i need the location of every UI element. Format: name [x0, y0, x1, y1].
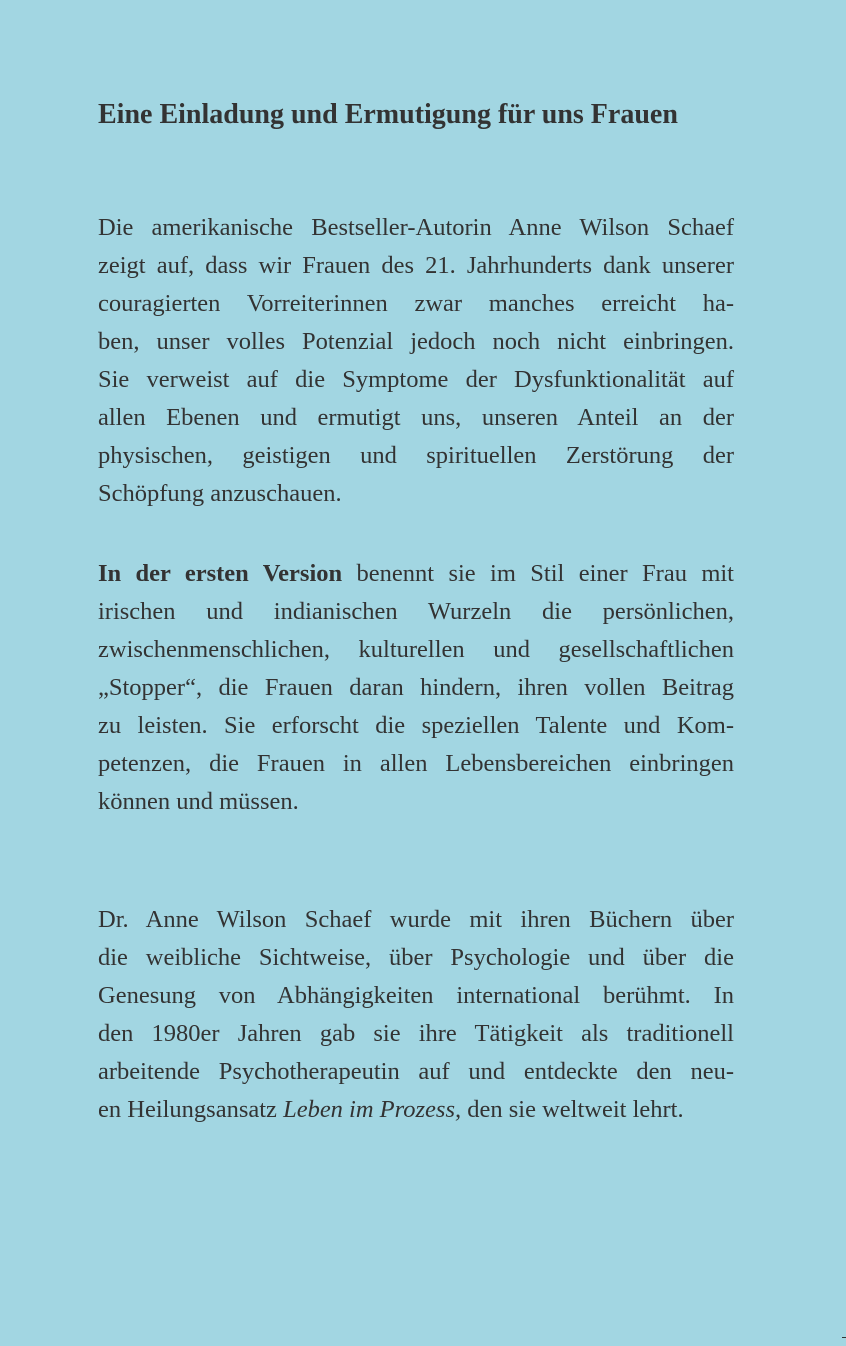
text-line: zwischenmenschlichen, kulturellen und gesellschaftlichen [98, 636, 734, 663]
line-rest-text: benennt sie im Stil einer Frau mit [342, 560, 734, 587]
text-line: Die amerikanische Bestseller-Autorin Anne Wilson Schaef [98, 214, 734, 241]
text-line: zeigt auf, dass wir Frauen des 21. Jahrhunderts dank unserer [98, 252, 734, 279]
page-title: Eine Einladung und Ermutigung für uns Frauen [98, 99, 678, 130]
text-line [98, 555, 734, 593]
bold-lead-text: In der ersten Version [98, 560, 343, 587]
text-line: zu leisten. Sie erforscht die speziellen Talente und Kom- [98, 712, 734, 739]
text-line: Schöpfung anzuschauen. [98, 480, 342, 507]
text-line: den 1980er Jahren gab sie ihre Tätigkeit als traditionell [98, 1020, 734, 1047]
text-line: physischen, geistigen und spirituellen Zerstörung der [98, 442, 734, 469]
text-line: Genesung von Abhängigkeiten international berühmt. In [98, 982, 734, 1009]
text-line: arbeitende Psychotherapeutin auf und entdeckte den neu- [98, 1058, 734, 1085]
text-line: die weibliche Sichtweise, über Psychologie und über die [98, 944, 734, 971]
text-line: Sie verweist auf die Symptome der Dysfunktionalität auf [98, 366, 734, 393]
text-line: ben, unser volles Potenzial jedoch noch nicht einbringen. [98, 328, 734, 355]
text-line: irischen und indianischen Wurzeln die persönlichen, [98, 598, 734, 625]
text-line: können und müssen. [98, 788, 299, 815]
crop-mark [842, 1337, 846, 1338]
text-line: Dr. Anne Wilson Schaef wurde mit ihren Büchern über [98, 906, 734, 933]
line-end-text: den sie weltweit lehrt. [461, 1096, 684, 1123]
version-paragraph [98, 555, 734, 821]
intro-paragraph [98, 209, 734, 513]
author-bio-paragraph [98, 901, 734, 1129]
line-start-text: en Heilungsansatz [98, 1096, 284, 1123]
text-line: couragierten Vorreiterinnen zwar manches erreicht ha- [98, 290, 734, 317]
text-line: „Stopper“, die Frauen daran hindern, ihren vollen Beitrag [98, 674, 734, 701]
text-line [98, 1091, 734, 1129]
text-line: allen Ebenen und ermutigt uns, unseren Anteil an der [98, 404, 734, 431]
italic-title-text: Leben im Prozess, [283, 1096, 462, 1123]
text-line: petenzen, die Frauen in allen Lebensbereichen einbringen [98, 750, 734, 777]
